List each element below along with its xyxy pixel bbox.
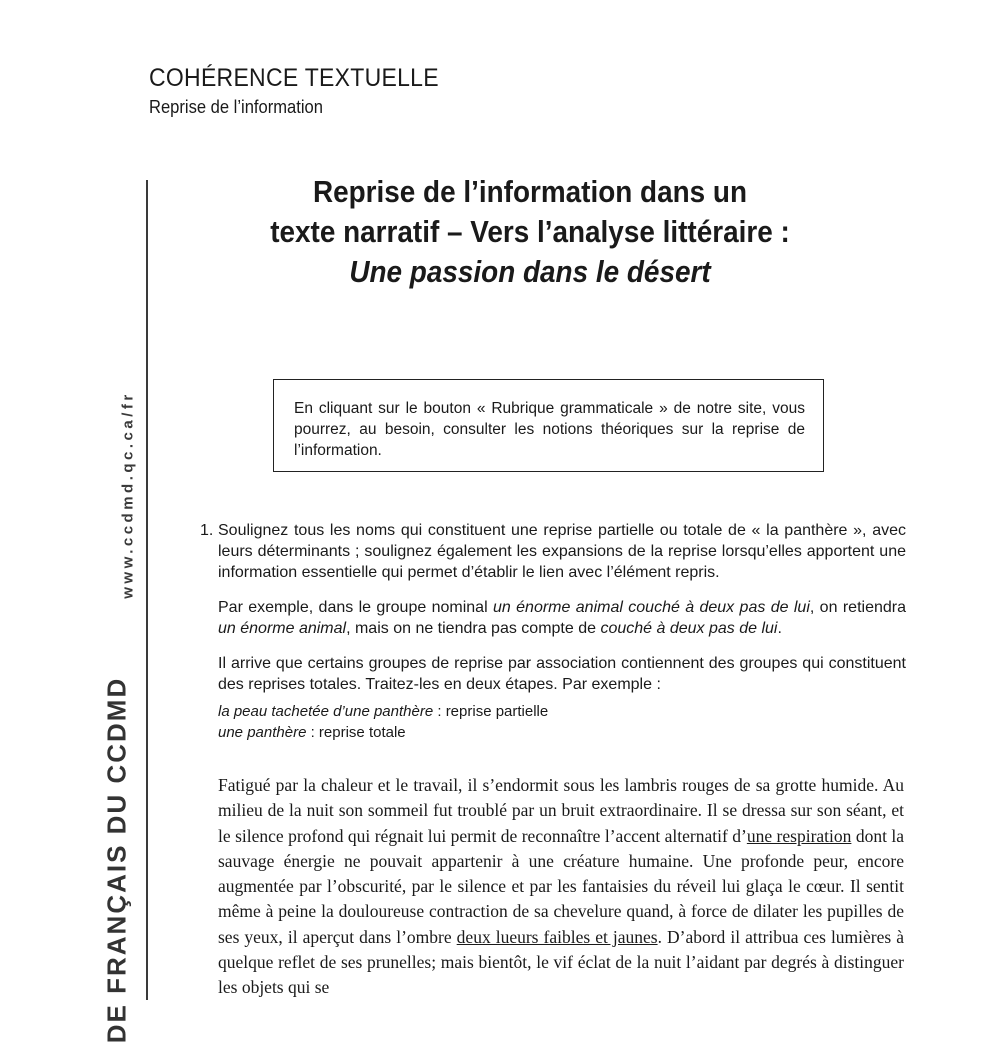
example1-e: , mais on ne tiendra pas compte de — [346, 620, 601, 637]
passage-underline-2: deux lueurs faibles et jaunes — [456, 926, 658, 947]
side-brand: DE FRANÇAIS DU CCDMD — [101, 676, 132, 1043]
question-instruction: Soulignez tous les noms qui constituent une reprise partielle ou totale de « la panthère », avec leurs déterminants ; soulignez également les expansions de la reprise lorsqu’elles apportent une information essentielle qui permet d’établir le lien avec l’élément repris. — [218, 522, 906, 581]
question-body — [218, 520, 906, 743]
passage-part-3: . D’abord il attribua ces lumières à quelque reflet de ses prunelles; mais bientôt, le vif éclat de la nuit l’aidant par degrés à distinguer les objets qui se — [218, 926, 904, 998]
header — [149, 64, 464, 118]
title-line-1: Reprise de l’information dans un — [312, 174, 748, 209]
example-line-2 — [218, 722, 906, 743]
example-line-1-rest: : reprise partielle — [433, 703, 549, 720]
side-url[interactable]: www.ccdmd.qc.ca/fr — [119, 391, 137, 599]
passage-part-2: dont la sauvage énergie ne pouvait appartenir à une créature humaine. Une profonde peur, encore augmentée par l’obscurité, par le silence et par les fantaisies du réveil lui glaça le cœur. Il sentit même à peine la douloureuse contraction de sa chevelure quand, à force de dilater les pupilles de ses yeux, il aperçut dans l’ombre — [218, 825, 905, 947]
question-number: 1. — [200, 522, 214, 539]
header-title: COHÉRENCE TEXTUELLE — [149, 64, 439, 92]
example1-c: , on retiendra — [809, 599, 906, 616]
example1-d: un énorme animal — [218, 620, 347, 637]
example1-g: . — [777, 620, 782, 637]
example-lines — [218, 701, 906, 743]
header-subtitle: Reprise de l’information — [149, 97, 323, 117]
question-1 — [200, 520, 906, 743]
note-box: En cliquant sur le bouton « Rubrique grammaticale » de notre site, vous pourrez, au besoin, consulter les notions théoriques sur la reprise de l’information. — [273, 379, 824, 472]
passage-part-1: Fatigué par la chaleur et le travail, il s’endormit sous les lambris rouges de sa grotte humide. Au milieu de la nuit son sommeil fut troublé par un bruit extraordinaire. Il se dressa sur son séant, et le silence profond qui régnait lui permit de reconnaître l’accent alternatif d’ — [218, 775, 904, 846]
passage-underline-1: une respiration — [746, 825, 852, 846]
example-line-1-italic: la peau tachetée d’une panthère — [218, 703, 434, 720]
question-example-1 — [218, 597, 906, 639]
example-line-1 — [218, 701, 906, 722]
example-line-2-rest: : reprise totale — [306, 724, 406, 741]
example-line-2-italic: une panthère — [218, 724, 307, 741]
example1-a: Par exemple, dans le groupe nominal — [218, 599, 493, 616]
title-line-2: texte narratif – Vers l’analyse littéraire : — [270, 214, 790, 249]
example1-f: couché à deux pas de lui — [600, 620, 778, 637]
margin-rule — [146, 180, 148, 1000]
example1-b: un énorme animal couché à deux pas de lui — [493, 599, 810, 616]
question-example-2: Il arrive que certains groupes de reprise par association contiennent des groupes qui constituent des reprises totales. Traitez-les en deux étapes. Par exemple : — [218, 655, 906, 693]
title-line-3: Une passion dans le désert — [349, 254, 711, 289]
page-title — [200, 172, 860, 292]
passage — [218, 773, 904, 1001]
